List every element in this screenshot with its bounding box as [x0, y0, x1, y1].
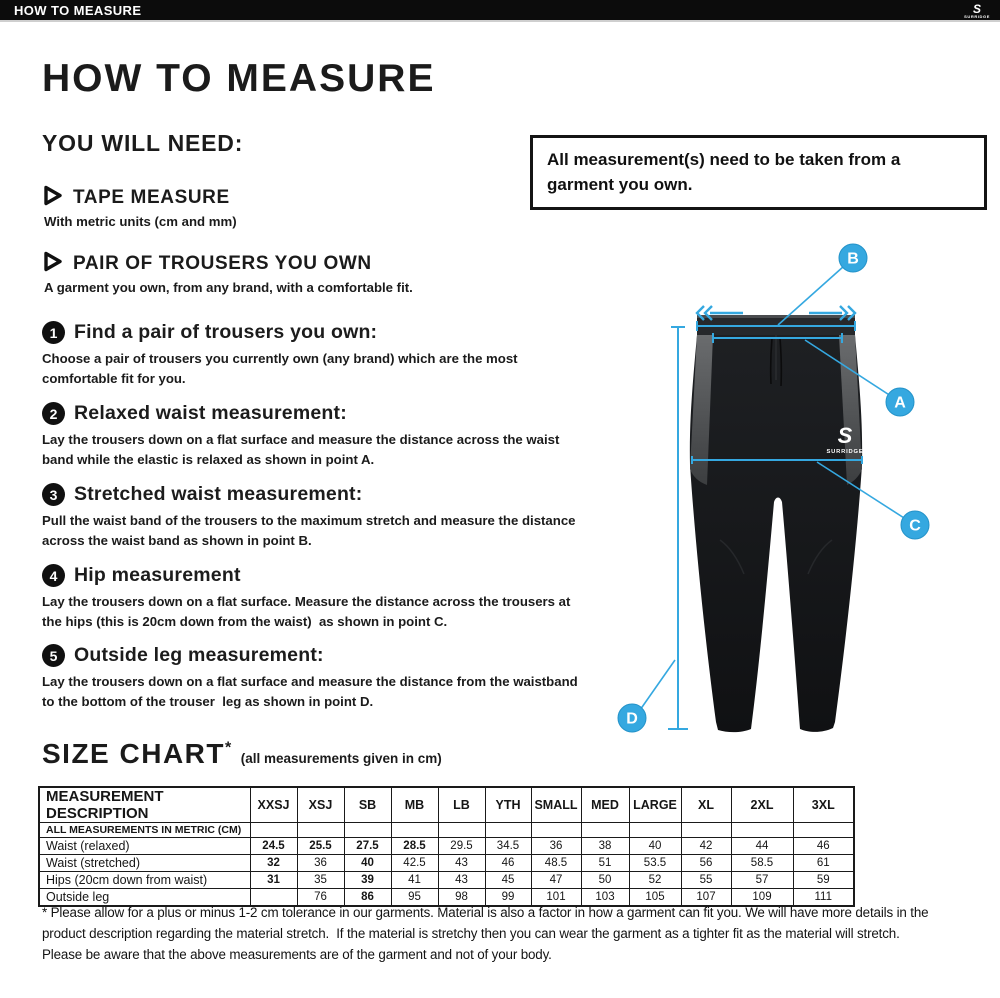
step-number-badge: 1 [42, 321, 65, 344]
measurement-value-cell: 47 [531, 872, 581, 889]
step-1 [42, 321, 602, 388]
empty-cell [531, 823, 581, 838]
size-chart-column-header: 2XL [731, 787, 793, 823]
step-number-badge: 3 [42, 483, 65, 506]
measurement-value-cell: 25.5 [297, 838, 344, 855]
measurement-label-cell: Outside leg [39, 889, 250, 906]
need-item-subtitle: With metric units (cm and mm) [44, 214, 237, 229]
measurement-value-cell: 46 [793, 838, 854, 855]
size-chart-column-header: LB [438, 787, 485, 823]
measurement-value-cell: 56 [681, 855, 731, 872]
measurement-value-cell: 36 [297, 855, 344, 872]
measurement-value-cell: 45 [485, 872, 531, 889]
measurement-value-cell: 51 [581, 855, 629, 872]
measurement-value-cell: 42 [681, 838, 731, 855]
you-will-need-heading: YOU WILL NEED: [42, 130, 244, 156]
measurement-value-cell: 76 [297, 889, 344, 906]
table-row [39, 872, 854, 889]
measurement-value-cell: 55 [681, 872, 731, 889]
metric-note-row [39, 823, 854, 838]
measure-line-d [640, 327, 688, 729]
measurement-value-cell: 34.5 [485, 838, 531, 855]
empty-cell [250, 823, 297, 838]
empty-cell [438, 823, 485, 838]
marker-c [901, 511, 929, 539]
empty-cell [581, 823, 629, 838]
measurement-value-cell: 98 [438, 889, 485, 906]
measurement-value-cell: 101 [531, 889, 581, 906]
trousers-illustration [690, 315, 864, 732]
empty-cell [731, 823, 793, 838]
size-chart-column-header: LARGE [629, 787, 681, 823]
need-item-title: PAIR OF TROUSERS YOU OWN [73, 253, 372, 274]
surridge-logo-text: SURRIDGE [964, 13, 990, 19]
top-bar [0, 0, 1000, 22]
svg-text:B: B [847, 250, 859, 268]
size-chart-column-header: XL [681, 787, 731, 823]
page-title: HOW TO MEASURE [42, 57, 436, 100]
measurement-value-cell: 42.5 [391, 855, 438, 872]
size-chart-heading [42, 738, 442, 770]
step-5 [42, 644, 602, 711]
step-title: Outside leg measurement: [74, 644, 324, 666]
measurement-value-cell: 24.5 [250, 838, 297, 855]
svg-text:SURRIDGE: SURRIDGE [826, 449, 864, 455]
empty-cell [485, 823, 531, 838]
measurement-value-cell: 40 [344, 855, 391, 872]
step-title: Hip measurement [74, 564, 241, 586]
empty-cell [297, 823, 344, 838]
need-item-tape-measure [42, 185, 237, 229]
need-item-subtitle: A garment you own, from any brand, with a comfortable fit. [44, 280, 413, 295]
size-chart-column-header: MEASUREMENT DESCRIPTION [39, 787, 250, 823]
measurement-value-cell: 27.5 [344, 838, 391, 855]
measurement-value-cell: 32 [250, 855, 297, 872]
measurement-value-cell: 28.5 [391, 838, 438, 855]
measurement-value-cell: 35 [297, 872, 344, 889]
size-chart-column-header: YTH [485, 787, 531, 823]
measurement-value-cell: 46 [485, 855, 531, 872]
asterisk: * [225, 739, 233, 757]
size-chart-column-header: XSJ [297, 787, 344, 823]
size-chart-title: SIZE CHART* [42, 738, 233, 769]
empty-cell [681, 823, 731, 838]
step-body: Pull the waist band of the trousers to the maximum stretch and measure the distance across the waist band as shown in point B. [42, 513, 580, 548]
step-body: Choose a pair of trousers you currently own (any brand) which are the most comfortable fit for you. [42, 351, 522, 386]
measurement-value-cell: 43 [438, 872, 485, 889]
size-chart-column-header: SB [344, 787, 391, 823]
measurement-value-cell: 41 [391, 872, 438, 889]
step-number-badge: 5 [42, 644, 65, 667]
measurement-value-cell: 29.5 [438, 838, 485, 855]
step-title: Stretched waist measurement: [74, 483, 363, 505]
measurement-value-cell: 39 [344, 872, 391, 889]
need-item-title: TAPE MEASURE [73, 187, 230, 208]
top-bar-title: HOW TO MEASURE [14, 2, 142, 18]
size-chart-table [38, 786, 855, 907]
measurement-value-cell: 31 [250, 872, 297, 889]
empty-cell [391, 823, 438, 838]
size-chart-column-header: MB [391, 787, 438, 823]
measurement-label-cell: Waist (stretched) [39, 855, 250, 872]
size-chart-column-header: MED [581, 787, 629, 823]
table-row [39, 838, 854, 855]
measurement-value-cell: 52 [629, 872, 681, 889]
measurement-value-cell: 103 [581, 889, 629, 906]
measurement-value-cell: 53.5 [629, 855, 681, 872]
svg-text:D: D [626, 710, 638, 728]
need-item-trousers [42, 251, 413, 295]
measurement-value-cell: 38 [581, 838, 629, 855]
empty-cell [629, 823, 681, 838]
surridge-logo [964, 2, 990, 19]
step-2 [42, 402, 602, 469]
measurement-value-cell: 99 [485, 889, 531, 906]
size-chart-subtitle: (all measurements given in cm) [240, 751, 442, 766]
svg-text:A: A [894, 394, 906, 412]
measurement-label-cell: Waist (relaxed) [39, 838, 250, 855]
measurement-note-text: All measurement(s) need to be taken from a garment you own. [547, 150, 901, 194]
svg-text:C: C [909, 517, 921, 535]
size-chart-column-header: 3XL [793, 787, 854, 823]
empty-cell [793, 823, 854, 838]
marker-a [886, 388, 914, 416]
measurement-value-cell: 48.5 [531, 855, 581, 872]
measurement-value-cell: 50 [581, 872, 629, 889]
step-title: Relaxed waist measurement: [74, 402, 347, 424]
triangle-bullet-icon [42, 251, 63, 277]
measurement-value-cell: 86 [344, 889, 391, 906]
size-chart-column-header: SMALL [531, 787, 581, 823]
size-chart-column-header: XXSJ [250, 787, 297, 823]
measurement-value-cell: 40 [629, 838, 681, 855]
marker-d [618, 704, 646, 732]
measurement-value-cell: 58.5 [731, 855, 793, 872]
measurement-label-cell: Hips (20cm down from waist) [39, 872, 250, 889]
tolerance-footnote: * Please allow for a plus or minus 1-2 cm tolerance in our garments. Material is also a factor in how a garment can fit you. We will have more details in the product description regarding the material stretch. If the material is stretchy then you can wear the garment as a tighter fit as the material will stretch. Please be aware that the above measurements are of the garment and not of your body. [42, 905, 933, 962]
marker-b [839, 244, 867, 272]
measurement-value-cell: 59 [793, 872, 854, 889]
surridge-logo-icon: S [973, 1, 982, 16]
empty-cell [344, 823, 391, 838]
measurement-value-cell: 57 [731, 872, 793, 889]
measurement-value-cell: 61 [793, 855, 854, 872]
measurement-value-cell: 36 [531, 838, 581, 855]
measurement-value-cell: 107 [681, 889, 731, 906]
measurement-value-cell: 95 [391, 889, 438, 906]
measurement-value-cell: 109 [731, 889, 793, 906]
svg-text:S: S [837, 423, 853, 448]
measurement-value-cell: 43 [438, 855, 485, 872]
step-4 [42, 564, 602, 631]
measurement-value-cell: 44 [731, 838, 793, 855]
step-3 [42, 483, 602, 550]
step-body: Lay the trousers down on a flat surface. Measure the distance across the trousers at the hips (this is 20cm down from the waist) as shown in point C. [42, 594, 575, 629]
table-row [39, 855, 854, 872]
metric-note-cell: ALL MEASUREMENTS IN METRIC (CM) [39, 823, 250, 838]
measurement-value-cell: 105 [629, 889, 681, 906]
step-title: Find a pair of trousers you own: [74, 321, 378, 343]
trousers-figure [600, 240, 970, 745]
step-body: Lay the trousers down on a flat surface and measure the distance across the waist band while the elastic is relaxed as shown in point A. [42, 432, 564, 467]
step-number-badge: 4 [42, 564, 65, 587]
step-body: Lay the trousers down on a flat surface and measure the distance from the waistband to the bottom of the trouser leg as shown in point D. [42, 674, 582, 709]
measurement-note-box [530, 135, 987, 210]
step-number-badge: 2 [42, 402, 65, 425]
triangle-bullet-icon [42, 185, 63, 211]
measurement-value-cell: 111 [793, 889, 854, 906]
